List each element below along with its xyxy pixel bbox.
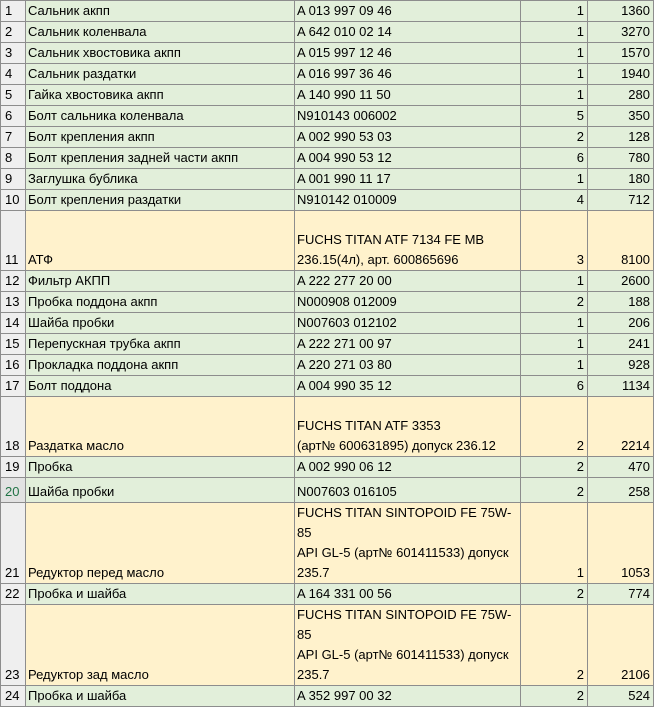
cell-article[interactable] (295, 503, 521, 584)
table-row (1, 334, 654, 355)
cell-price[interactable]: 1360 (588, 1, 654, 22)
row-header[interactable]: 23 (1, 605, 26, 686)
table-row (1, 169, 654, 190)
cell-part-name[interactable]: Пробка (26, 457, 295, 478)
cell-quantity[interactable]: 1 (521, 503, 588, 584)
row-header[interactable]: 3 (1, 43, 26, 64)
cell-price[interactable]: 774 (588, 584, 654, 605)
article-line: A 222 277 20 00 (297, 273, 392, 288)
row-header[interactable]: 21 (1, 503, 26, 584)
article-line: A 015 997 12 46 (297, 45, 392, 60)
article-line: 235.7 (297, 565, 330, 580)
cell-price[interactable]: 8100 (588, 211, 654, 271)
cell-quantity[interactable]: 6 (521, 148, 588, 169)
cell-price[interactable]: 2214 (588, 397, 654, 457)
cell-part-name[interactable]: Болт сальника коленвала (26, 106, 295, 127)
row-header[interactable]: 8 (1, 148, 26, 169)
row-header[interactable]: 12 (1, 271, 26, 292)
cell-quantity[interactable]: 1 (521, 271, 588, 292)
cell-quantity[interactable]: 2 (521, 686, 588, 707)
cell-price[interactable]: 524 (588, 686, 654, 707)
table-row (1, 85, 654, 106)
cell-price[interactable]: 206 (588, 313, 654, 334)
cell-quantity[interactable]: 2 (521, 127, 588, 148)
article-line: A 002 990 53 03 (297, 129, 392, 144)
table-row (1, 584, 654, 605)
cell-price[interactable]: 350 (588, 106, 654, 127)
cell-article[interactable] (295, 22, 521, 43)
cell-part-name[interactable]: Редуктор зад масло (26, 605, 295, 686)
cell-article[interactable] (295, 271, 521, 292)
cell-article[interactable] (295, 169, 521, 190)
cell-price[interactable]: 1570 (588, 43, 654, 64)
cell-price[interactable]: 280 (588, 85, 654, 106)
article-line: N007603 012102 (297, 315, 397, 330)
article-line: API GL-5 (арт№ 601411533) допуск (297, 647, 509, 662)
row-header[interactable]: 9 (1, 169, 26, 190)
row-header[interactable]: 19 (1, 457, 26, 478)
row-header[interactable]: 20 (1, 478, 26, 503)
table-row (1, 503, 654, 584)
table-row (1, 22, 654, 43)
cell-quantity[interactable]: 1 (521, 43, 588, 64)
cell-quantity[interactable]: 2 (521, 457, 588, 478)
cell-article[interactable] (295, 127, 521, 148)
article-line: 235.7 (297, 667, 330, 682)
table-row (1, 43, 654, 64)
cell-quantity[interactable]: 1 (521, 22, 588, 43)
table-row (1, 686, 654, 707)
cell-price[interactable]: 128 (588, 127, 654, 148)
cell-quantity[interactable]: 1 (521, 334, 588, 355)
cell-article[interactable] (295, 397, 521, 457)
table-row (1, 1, 654, 22)
cell-article[interactable] (295, 106, 521, 127)
cell-article[interactable] (295, 43, 521, 64)
cell-article[interactable] (295, 478, 521, 503)
article-line: A 004 990 35 12 (297, 378, 392, 393)
cell-article[interactable] (295, 313, 521, 334)
cell-quantity[interactable]: 6 (521, 376, 588, 397)
cell-article[interactable] (295, 85, 521, 106)
article-line: A 016 997 36 46 (297, 66, 392, 81)
cell-part-name[interactable]: АТФ (26, 211, 295, 271)
row-header[interactable]: 17 (1, 376, 26, 397)
cell-article[interactable] (295, 376, 521, 397)
cell-part-name[interactable]: Пробка поддона акпп (26, 292, 295, 313)
article-line: A 222 271 00 97 (297, 336, 392, 351)
cell-part-name[interactable]: Пробка и шайба (26, 584, 295, 605)
row-header[interactable]: 15 (1, 334, 26, 355)
row-header[interactable]: 13 (1, 292, 26, 313)
cell-quantity[interactable]: 2 (521, 397, 588, 457)
article-line: A 164 331 00 56 (297, 586, 392, 601)
cell-price[interactable]: 470 (588, 457, 654, 478)
cell-price[interactable]: 780 (588, 148, 654, 169)
cell-quantity[interactable]: 1 (521, 169, 588, 190)
cell-price[interactable]: 2106 (588, 605, 654, 686)
cell-price[interactable]: 1053 (588, 503, 654, 584)
row-header[interactable]: 2 (1, 22, 26, 43)
cell-article[interactable] (295, 190, 521, 211)
cell-part-name[interactable]: Фильтр АКПП (26, 271, 295, 292)
article-line: N910143 006002 (297, 108, 397, 123)
cell-quantity[interactable]: 2 (521, 605, 588, 686)
table-row (1, 292, 654, 313)
table-row (1, 457, 654, 478)
row-header[interactable]: 22 (1, 584, 26, 605)
article-line: A 002 990 06 12 (297, 459, 392, 474)
row-header[interactable]: 6 (1, 106, 26, 127)
article-line: A 352 997 00 32 (297, 688, 392, 703)
cell-article[interactable] (295, 584, 521, 605)
cell-quantity[interactable]: 1 (521, 85, 588, 106)
cell-part-name[interactable]: Болт крепления акпп (26, 127, 295, 148)
table-row (1, 397, 654, 457)
cell-part-name[interactable]: Прокладка поддона акпп (26, 355, 295, 376)
cell-article[interactable] (295, 211, 521, 271)
row-header[interactable]: 18 (1, 397, 26, 457)
cell-part-name[interactable]: Заглушка бублика (26, 169, 295, 190)
article-line: (арт№ 600631895) допуск 236.12 (297, 438, 496, 453)
cell-price[interactable]: 2600 (588, 271, 654, 292)
cell-part-name[interactable]: Шайба пробки (26, 313, 295, 334)
article-line: N910142 010009 (297, 192, 397, 207)
table-row (1, 190, 654, 211)
row-header[interactable]: 4 (1, 64, 26, 85)
cell-quantity[interactable]: 1 (521, 1, 588, 22)
article-line: A 642 010 02 14 (297, 24, 392, 39)
cell-price[interactable]: 180 (588, 169, 654, 190)
table-row (1, 478, 654, 503)
cell-part-name[interactable]: Раздатка масло (26, 397, 295, 457)
article-line: A 140 990 11 50 (297, 87, 391, 102)
cell-article[interactable] (295, 1, 521, 22)
article-line: N000908 012009 (297, 294, 397, 309)
row-header[interactable]: 1 (1, 1, 26, 22)
cell-article[interactable] (295, 355, 521, 376)
article-line: A 001 990 11 17 (297, 171, 391, 186)
article-line: A 013 997 09 46 (297, 3, 392, 18)
cell-price[interactable]: 712 (588, 190, 654, 211)
cell-article[interactable] (295, 686, 521, 707)
cell-article[interactable] (295, 605, 521, 686)
table-row (1, 106, 654, 127)
cell-price[interactable]: 928 (588, 355, 654, 376)
cell-price[interactable]: 1134 (588, 376, 654, 397)
row-header[interactable]: 5 (1, 85, 26, 106)
cell-price[interactable]: 1940 (588, 64, 654, 85)
article-line: API GL-5 (арт№ 601411533) допуск (297, 545, 509, 560)
cell-part-name[interactable]: Перепускная трубка акпп (26, 334, 295, 355)
parts-table-body (1, 1, 654, 707)
cell-part-name[interactable]: Сальник хвостовика акпп (26, 43, 295, 64)
cell-quantity[interactable]: 1 (521, 355, 588, 376)
cell-article[interactable] (295, 64, 521, 85)
cell-part-name[interactable]: Гайка хвостовика акпп (26, 85, 295, 106)
cell-quantity[interactable]: 2 (521, 584, 588, 605)
article-line: 236.15(4л), арт. 600865696 (297, 252, 459, 267)
article-line: A 004 990 53 12 (297, 150, 392, 165)
row-header[interactable]: 10 (1, 190, 26, 211)
cell-part-name[interactable]: Болт поддона (26, 376, 295, 397)
cell-quantity[interactable]: 1 (521, 64, 588, 85)
article-line: FUCHS TITAN ATF 3353 (297, 418, 441, 433)
row-header[interactable]: 11 (1, 211, 26, 271)
cell-quantity[interactable]: 5 (521, 106, 588, 127)
article-line: FUCHS TITAN SINTOPOID FE 75W-85 (297, 505, 512, 540)
table-row (1, 355, 654, 376)
cell-article[interactable] (295, 334, 521, 355)
cell-part-name[interactable]: Болт крепления раздатки (26, 190, 295, 211)
table-row (1, 271, 654, 292)
cell-part-name[interactable]: Шайба пробки (26, 478, 295, 503)
cell-part-name[interactable]: Сальник коленвала (26, 22, 295, 43)
article-line: FUCHS TITAN SINTOPOID FE 75W-85 (297, 607, 512, 642)
cell-quantity[interactable]: 1 (521, 313, 588, 334)
row-header[interactable]: 16 (1, 355, 26, 376)
cell-part-name[interactable]: Болт крепления задней части акпп (26, 148, 295, 169)
cell-quantity[interactable]: 4 (521, 190, 588, 211)
article-line: N007603 016105 (297, 484, 397, 499)
cell-article[interactable] (295, 457, 521, 478)
cell-part-name[interactable]: Сальник раздатки (26, 64, 295, 85)
cell-quantity[interactable]: 3 (521, 211, 588, 271)
cell-price[interactable]: 188 (588, 292, 654, 313)
table-row (1, 127, 654, 148)
cell-article[interactable] (295, 148, 521, 169)
cell-price[interactable]: 3270 (588, 22, 654, 43)
cell-quantity[interactable]: 2 (521, 478, 588, 503)
table-row (1, 211, 654, 271)
cell-price[interactable]: 241 (588, 334, 654, 355)
article-line: A 220 271 03 80 (297, 357, 392, 372)
table-row (1, 64, 654, 85)
cell-part-name[interactable]: Редуктор перед масло (26, 503, 295, 584)
cell-article[interactable] (295, 292, 521, 313)
row-header[interactable]: 7 (1, 127, 26, 148)
row-header[interactable]: 24 (1, 686, 26, 707)
cell-price[interactable]: 258 (588, 478, 654, 503)
article-line: FUCHS TITAN ATF 7134 FE MB (297, 232, 485, 247)
cell-part-name[interactable]: Пробка и шайба (26, 686, 295, 707)
table-row (1, 148, 654, 169)
table-row (1, 376, 654, 397)
table-row (1, 605, 654, 686)
row-header[interactable]: 14 (1, 313, 26, 334)
cell-quantity[interactable]: 2 (521, 292, 588, 313)
cell-part-name[interactable]: Сальник акпп (26, 1, 295, 22)
table-row (1, 313, 654, 334)
